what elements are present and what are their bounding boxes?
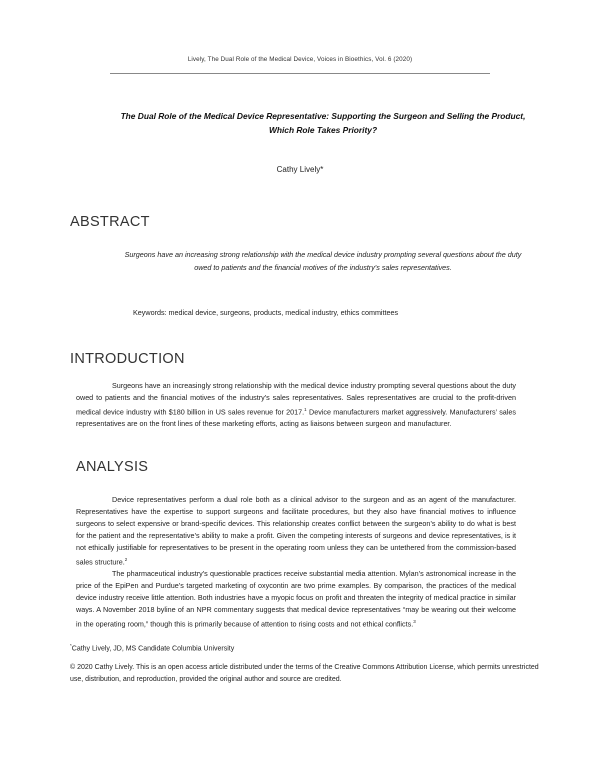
running-header: Lively, The Dual Role of the Medical Device, Voices in Bioethics, Vol. 6 (2020): [187, 56, 413, 63]
analysis-paragraph: Device representatives perform a dual role both as a clinical advisor to the surgeon and as an agent of the manufacturer. Representatives have the expertise to support surgeons and facilitate procedures, but they also have financial motives to influence surgeons to select expensive or brand-specific devices. This relationship creates conflict between the surgeon’s ability to do what is best for the patient and the representative’s ability to make a profit. Given the competing interests of surgeons and device representatives, is it not ethically justifiable for representatives to be present in the operating room unless they can be untethered from the commission-based sales structure.$^2$: [76, 495, 516, 567]
license-statement: © 2020 Cathy Lively. This is an open access article distributed under the terms of the Creative Commons Attribution License, which permits unrestricted use, distribution, and reproduction, provided the original author and source are credited.: [70, 664, 539, 683]
analysis-body: [76, 494, 516, 631]
analysis-paragraph: The pharmaceutical industry’s questionable practices receive substantial media attention. Mylan’s astronomical increase in the price of the EpiPen and Purdue’s targeted marketing of oxycontin are two prime examples. By comparison, the practices of the medical device industry receive little attention. Both industries have a myopic focus on profit and threaten the integrity of medical practice in similar ways. A November 2018 byline of an NPR commentary suggests that medical device representatives “may be wearing out their welcome in the operating room,” though this is primarily because of attention to rising costs and not ethical conflicts.$^3$: [76, 569, 516, 629]
footnote-ref-2[interactable]: 2: [124, 557, 128, 562]
footnote-ref-1[interactable]: 1: [304, 407, 307, 412]
keywords: Keywords: medical device, surgeons, products, medical industry, ethics committees: [133, 308, 399, 317]
introduction-heading: INTRODUCTION: [70, 351, 185, 367]
author-footnote: *Cathy Lively, JD, MS Candidate Columbia University: [70, 643, 235, 653]
abstract-text: Surgeons have an increasing strong relationship with the medical device industry prompting several questions about the duty owed to patients and the financial motives of the industry’s sales representatives.: [124, 250, 522, 272]
analysis-heading: ANALYSIS: [76, 459, 149, 475]
introduction-paragraph: Surgeons have an increasingly strong relationship with the medical device industry prompting several questions about the duty owed to patients and the financial motives of the industry’s sales representatives. Sales representatives are crucial to the profit-driven medical device industry with $180 billion in US sales revenue for 2017.$^1$ Device manufacturers market aggressively. Manufacturers’ sales representatives are on the front lines of these marketing efforts, acting as liaisons between surgeon and manufacturer.: [76, 381, 516, 429]
footnote-ref-3[interactable]: 3: [413, 619, 416, 625]
article-title: The Dual Role of the Medical Device Representative: Supporting the Surgeon and Selling the Product, Which Role Takes Priority?: [120, 111, 526, 135]
header-rule: [110, 73, 490, 74]
abstract-heading: ABSTRACT: [70, 214, 150, 230]
author-line: Cathy Lively*: [276, 165, 324, 174]
